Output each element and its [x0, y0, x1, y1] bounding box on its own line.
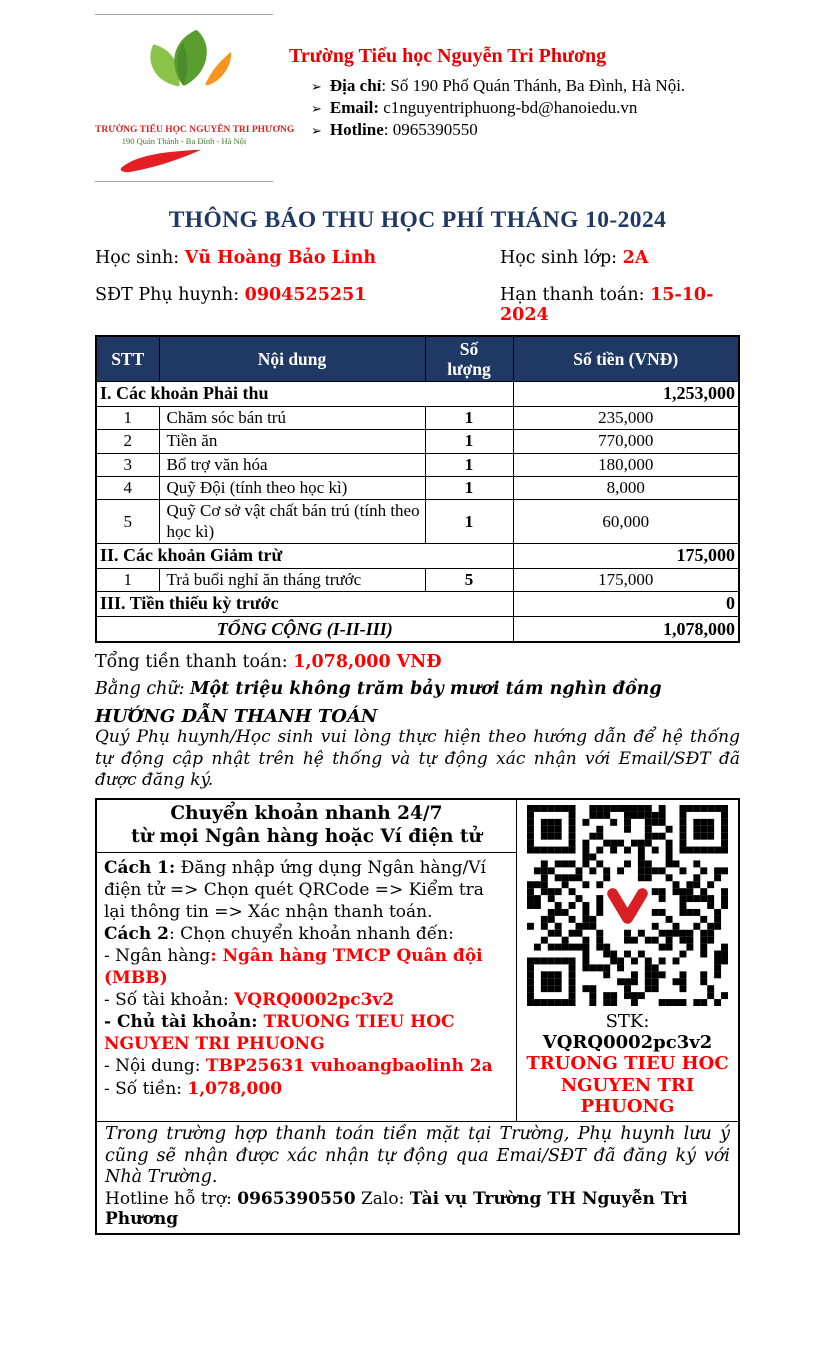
- bank-line: [104, 945, 509, 989]
- qr-stk-value: VQRQ0002pc3v2: [542, 1032, 713, 1054]
- payment-header-line2: từ mọi Ngân hàng hoặc Ví điện tử: [131, 826, 482, 848]
- amount-label: - Số tiền:: [104, 1078, 188, 1099]
- logo-school-name: TRƯỜNG TIỂU HỌC NGUYỄN TRI PHƯƠNG: [95, 125, 295, 135]
- parent-phone-field: [95, 285, 500, 325]
- fee-table-row: 2 Tiền ăn 1 770,000: [96, 430, 739, 453]
- fee-table-row: TỔNG CỘNG (I-II-III) 1,078,000: [96, 616, 739, 642]
- amount-line: [104, 1078, 509, 1100]
- student-name-value: Vũ Hoàng Bảo Linh: [184, 248, 377, 268]
- payment-guide-title: HƯỚNG DẪN THANH TOÁN: [95, 706, 378, 728]
- method1-label: Cách 1:: [104, 857, 176, 878]
- holder-value: TRUONG TIEU HOC NGUYEN TRI PHUONG: [104, 1012, 455, 1055]
- account-value: VQRQ0002pc3v2: [234, 990, 395, 1011]
- payment-instructions: [97, 853, 516, 1106]
- qr-holder-line2: NGUYEN TRI PHUONG: [560, 1074, 695, 1117]
- payment-header-line1: Chuyển khoản nhanh 24/7: [170, 803, 443, 825]
- zalo-label: Zalo:: [355, 1189, 410, 1210]
- fee-table-row: 3 Bổ trợ văn hóa 1 180,000: [96, 453, 739, 476]
- qr-stk-label: STK:: [605, 1011, 650, 1033]
- total-payment-label: Tổng tiền thanh toán:: [95, 652, 294, 673]
- student-info: [95, 248, 740, 325]
- payment-guide-text: Quý Phụ huynh/Học sinh vui lòng thực hiện theo hướng dẫn để hệ thống tự động cập nhật trên hệ thống và tự động xác nhận với Email/SĐT đã được đăng ký.: [95, 727, 740, 791]
- document-header: [95, 14, 740, 182]
- col-header-so-luong: Số lượng: [425, 336, 513, 382]
- total-payment-value: 1,078,000 VNĐ: [293, 652, 442, 673]
- qr-stk-line: [520, 1011, 735, 1053]
- payment-box-header: [97, 800, 516, 852]
- fee-table-row: 5 Quỹ Cơ sở vật chất bán trú (tính theo học kì) 1 60,000: [96, 500, 739, 544]
- holder-line: [104, 1011, 509, 1055]
- memo-label: - Nội dung:: [104, 1056, 206, 1077]
- payment-note-cell: [97, 1121, 738, 1233]
- cash-payment-note: Trong trường hợp thanh toán tiền mặt tại Trường, Phụ huynh lưu ý cũng sẽ nhận được xác nhận tự động qua Emai/SĐT đã đăng ký với Nhà Trường.: [105, 1124, 730, 1187]
- due-date-value: 15-10-2024: [500, 285, 714, 325]
- support-hotline-value: 0965390550: [237, 1189, 356, 1210]
- page-title: THÔNG BÁO THU HỌC PHÍ THÁNG 10-2024: [168, 207, 667, 233]
- holder-label: - Chủ tài khoản:: [104, 1012, 264, 1033]
- student-name-field: [95, 248, 500, 268]
- method2-text: : Chọn chuyển khoản nhanh đến:: [169, 923, 454, 944]
- school-hotline-line: [289, 119, 685, 141]
- payment-instructions-cell: [97, 800, 517, 1121]
- zalo-value: Tài vụ Trường TH Nguyễn Tri Phương: [105, 1189, 688, 1230]
- method1-line: [104, 857, 509, 923]
- email-label: Email:: [329, 97, 380, 117]
- arrow-bullet-icon: ➢: [311, 100, 322, 116]
- student-class-label: Học sinh lớp:: [500, 248, 623, 268]
- account-label: - Số tài khoản:: [104, 990, 235, 1011]
- fee-table: [95, 335, 740, 643]
- fee-table-row: 1 Chăm sóc bán trú 1 235,000: [96, 406, 739, 429]
- fee-table-header-row: [96, 336, 739, 382]
- bank-value: : Ngân hàng TMCP Quân đội (MBB): [104, 945, 483, 989]
- fee-table-row: III. Tiền thiếu kỳ trước 0: [96, 592, 739, 617]
- arrow-bullet-icon: ➢: [311, 79, 322, 94]
- school-logo: [95, 14, 295, 182]
- amount-in-words-line: [95, 679, 740, 699]
- due-date-label: Hạn thanh toán:: [500, 285, 651, 305]
- method1-text: Đăng nhập ứng dụng Ngân hàng/Ví điện tử => Chọn quét QRCode => Kiểm tra lại thông tin => Xác nhận thanh toán.: [104, 857, 486, 922]
- method2-line: [104, 923, 509, 945]
- method2-label: Cách 2: [104, 923, 170, 944]
- school-info: [289, 14, 685, 182]
- hotline-label: Hotline: [329, 119, 384, 139]
- qr-code: [527, 805, 728, 1006]
- fee-table-row: I. Các khoản Phải thu 1,253,000: [96, 382, 739, 407]
- col-header-noi-dung: Nội dung: [159, 336, 425, 382]
- address-value: : Số 190 Phố Quán Thánh, Ba Đình, Hà Nội.: [381, 76, 686, 95]
- total-payment-line: [95, 652, 740, 672]
- address-label: Địa chỉ: [329, 76, 382, 95]
- parent-phone-value: 0904525251: [244, 285, 367, 305]
- school-logo-leaves-icon: [109, 25, 259, 121]
- school-address-line: [289, 75, 685, 97]
- student-class-field: [500, 248, 740, 268]
- amount-in-words-value: Một triệu không trăm bảy mươi tám nghìn đồng: [190, 679, 662, 700]
- arrow-bullet-icon: ➢: [311, 122, 322, 138]
- bank-label: - Ngân hàng: [104, 945, 211, 966]
- student-class-value: 2A: [622, 248, 649, 268]
- email-value: c1nguyentriphuong-bd@hanoiedu.vn: [379, 97, 638, 117]
- account-line: [104, 989, 509, 1011]
- logo-school-address: 190 Quán Thánh - Ba Đình - Hà Nội: [121, 136, 247, 146]
- col-header-so-tien: Số tiền (VNĐ): [513, 336, 739, 382]
- school-email-line: [289, 97, 685, 119]
- logo-swoosh-icon: [113, 148, 223, 174]
- due-date-field: [500, 285, 740, 325]
- qr-holder-line1: TRUONG TIEU HOC: [526, 1053, 729, 1075]
- memo-value: TBP25631 vuhoangbaolinh 2a: [205, 1056, 493, 1077]
- amount-in-words-label: Bằng chữ:: [95, 679, 191, 700]
- fee-table-row: II. Các khoản Giảm trừ 175,000: [96, 544, 739, 569]
- parent-phone-label: SĐT Phụ huynh:: [95, 285, 245, 305]
- hotline-value: : 0965390550: [383, 119, 478, 139]
- fee-table-row: 1 Trả buổi nghỉ ăn tháng trước 5 175,000: [96, 568, 739, 591]
- student-name-label: Học sinh:: [95, 248, 185, 268]
- support-hotline-label: Hotline hỗ trợ:: [105, 1189, 238, 1210]
- qr-cell: [517, 800, 738, 1121]
- payment-box: [95, 798, 740, 1235]
- memo-line: [104, 1055, 509, 1077]
- fee-table-row: 4 Quỹ Đội (tính theo học kì) 1 8,000: [96, 477, 739, 500]
- school-name: Trường Tiểu học Nguyễn Tri Phương: [289, 45, 607, 67]
- support-hotline-line: [105, 1189, 730, 1229]
- amount-value: 1,078,000: [187, 1078, 283, 1099]
- col-header-stt: STT: [96, 336, 159, 382]
